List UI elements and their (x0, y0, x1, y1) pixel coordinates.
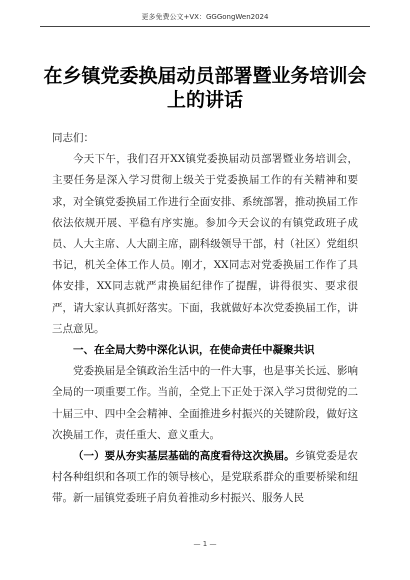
body-paragraph: 今天下午，我们召开XX镇党委换届动员部署暨业务培训会，主要任务是深入学习贯彻上级关于党委换届工作的有关精神和要求，对全镇党委换届工作进行全面安排、系统部署，推动换届工作依法依规开展、平稳有序实施。参加今天会议的有镇党政班子成员、人大主席、人大副主席，副科级领导干部，村（社区）党组织书记，机关全体工作人员。刚才，XX同志对党委换届工作作了具体安排，XX同志就严肃换届纪律作了提醒，讲得很实、要求很严，请大家认真抓好落实。下面，我就做好本次党委换届工作，讲三点意见。 (52, 153, 358, 335)
document-title: 在乡镇党委换届动员部署暨业务培训会上的讲话 (43, 65, 367, 111)
section-heading: 一、在全局大势中深化认识，在使命责任中凝聚共识 (73, 344, 315, 357)
subsection-text: 乡镇党委是农村各种组织和各项工作的领导核心，是党联系群众的重要桥梁和纽带。新一届镇党委班子肩负着推动乡村振兴、服务人民 (52, 450, 359, 505)
salutation: 同志们： (52, 132, 94, 144)
header-watermark: 更多免费公文+VX：GGGongWen2024 (141, 13, 269, 21)
page-number: — 1 — (193, 540, 217, 548)
subsection-heading: （一）要从夯实基层基础的高度看待这次换届。 (73, 450, 295, 463)
subsection-paragraph (52, 446, 358, 510)
section-paragraph: 党委换届是全镇政治生活中的一件大事，也是事关长远、影响全局的一项重要工作。当前，全党上下正处于深入学习贯彻党的二十届三中、四中全会精神、全面推进乡村振兴的关键阶段，做好这次换届工作，责任重大、意义重大。 (52, 365, 358, 441)
document-body (52, 128, 358, 510)
header-divider (40, 26, 370, 27)
